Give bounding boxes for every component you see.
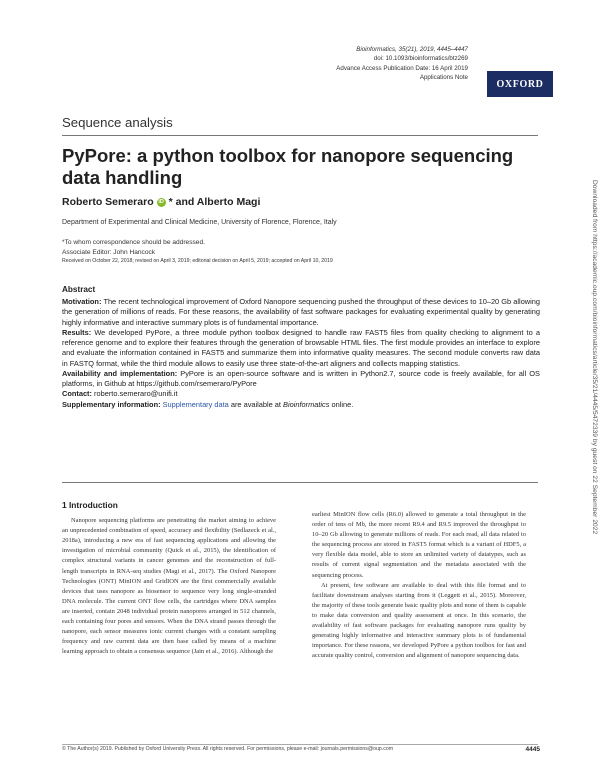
abstract-results: [62, 328, 540, 369]
journal-meta: [248, 45, 468, 83]
divider-top: [62, 135, 538, 136]
advance-access-date: Advance Access Publication Date: 16 April 2019: [336, 64, 468, 72]
supplementary-link[interactable]: Supplementary data: [162, 399, 229, 409]
results-text: We developed PyPore, a three module python toolbox designed to handle raw FAST5 files from quality checking to alignment to a reference genome and to explore their features through the generation of browsable HTML files. The first module provides an interface to explore and evaluate the information contained in FAST5 and summarize them into informative quality measures. The second module converts raw data in FASTQ format, while the third module allows to easily use three state-of-the-art aligners and collects mapping statistics.: [62, 327, 540, 368]
motivation-text: The recent technological improvement of Oxford Nanopore sequencing pushed the throughput of these devices to 10–20 Gb allowing the generation of millions of reads. For these reasons, the availability of fast software packages for evaluating experimental quality by generating highly informative and interactive summary plots is of fundamental importance.: [62, 297, 541, 327]
column-left: [62, 500, 276, 657]
associate-editor: Associate Editor: John Hancock: [62, 248, 156, 256]
abstract-motivation: [62, 297, 540, 328]
contact-email[interactable]: roberto.semeraro@unifi.it: [94, 389, 178, 399]
availability-text: PyPore is an open-source software and is written in Python2.7, source code is freely available, for all OS platforms, in Github at https://github.com/rsemeraro/PyPore: [62, 368, 540, 388]
page-number: 4445: [525, 746, 540, 753]
intro-paragraph-1: Nanopore sequencing platforms are penetrating the market aiming to achieve an unprecedented combination of speed, accuracy and flexibility (Sedlazeck et al., 2018a), introducing a new era of fast sequencing applications and allowing the investigation of microbial community (Quick et al., 2015), the identification of complex structural variants in cancer genomes and the reconstruction of full-length transcripts in RNA-seq studies (Magi et al., 2017). The Oxford Nanopore Technologies (ONT) MinION and GridION are the first commercially available devices that uses nanopore as biosensor to sequence very long single-stranded DNA molecule. The current ONT flow cells, the cartridges where DNA samples are inserted, contain 2048 individual protein nanopores arranged in 512 channels, each containing four pores and sensors. When the DNA strand passes through the nanopore, each sensor measures ionic current changes with a constant sampling frequency and raw current data are then base called by means of a machine learning approach to obtain a consensus sequence (Jain et al., 2016). Although the: [62, 517, 276, 656]
oxford-logo[interactable]: OXFORD: [487, 71, 553, 97]
affiliation: Department of Experimental and Clinical Medicine, University of Florence, Florence, Italy: [62, 219, 337, 226]
results-label: Results:: [62, 327, 92, 337]
supplementary-end: online.: [331, 399, 354, 409]
intro-paragraph-3: At present, few software are available to deal with this file format and to facilitate downstream analyses starting from it (Leggett et al., 2015). Moreover, the majority of these tools generate basic quality plots and none of them is capable to make data conversion and quality assessment at once. In this scenario, the availability of fast software packages for evaluating nanopore runs quality by generating highly informative and interactive summary plots is of fundamental importance. For these reasons, we developed PyPore a python toolbox for fast and accurate quality control, conversion and alignment of nanopore sequencing data.: [312, 581, 526, 660]
supplementary-label: Supplementary information:: [62, 399, 161, 409]
orcid-icon[interactable]: iD: [158, 198, 164, 205]
motivation-label: Motivation:: [62, 297, 102, 306]
availability-label: Availability and implementation:: [62, 368, 178, 378]
abstract-contact: [62, 389, 540, 399]
divider-mid: [62, 482, 538, 483]
column-right: [312, 510, 526, 661]
author-first[interactable]: Roberto Semeraro: [62, 196, 154, 208]
section-label: Sequence analysis: [62, 115, 173, 130]
correspondence-note: *To whom correspondence should be addressed.: [62, 239, 205, 246]
contact-label: Contact:: [62, 389, 92, 399]
abstract-heading: Abstract: [62, 285, 96, 294]
article-title: PyPore: a python toolbox for nanopore sequencing data handling: [62, 145, 514, 188]
article-notes: [62, 238, 333, 267]
supplementary-mid: are available at: [230, 399, 281, 409]
download-watermark: [591, 180, 599, 760]
abstract-availability: [62, 369, 540, 390]
intro-paragraph-2: earliest MinION flow cells (R6.0) allowed to generate a total throughput in the order of tens of Mb, the more recent R9.4 and R9.5 improved the throughput to 10–20 Gb allowing to generate millions of reads. For each read, all data related to the sequencing process are stored in FAST5 format which is a variant of HDF5, a very flexible data model, able to store an unlimited variety of datatypes, such as results of current signal segmentation and the metadata associated with the sequencing process.: [312, 511, 526, 579]
intro-heading: 1 Introduction: [62, 500, 118, 510]
abstract-supplementary: [62, 400, 540, 410]
author-list: [62, 196, 260, 208]
download-watermark-text: Downloaded from https://academic.oup.com/bioinformatics/article/35/21/4445/5472339 by guest on 22 September 2022: [591, 180, 598, 535]
copyright-footer: © The Author(s) 2019. Published by Oxford University Press. All rights reserved. For permissions, please e-mail: journals.permissions@oup.com: [62, 746, 394, 752]
article-type: Applications Note: [419, 74, 468, 82]
article-dates: Received on October 22, 2018; revised on April 3, 2019; editorial decision on April 5, 2019; accepted on April 10, 2019: [62, 258, 333, 264]
journal-citation: Bioinformatics, 35(21), 2019, 4445–4447: [356, 46, 468, 53]
journal-doi[interactable]: doi: 10.1093/bioinformatics/btz269: [373, 55, 468, 63]
divider-bottom: [62, 744, 538, 745]
supplementary-journal: Bioinformatics: [283, 399, 330, 409]
author-rest: * and Alberto Magi: [168, 196, 261, 208]
abstract-body: [62, 297, 540, 410]
